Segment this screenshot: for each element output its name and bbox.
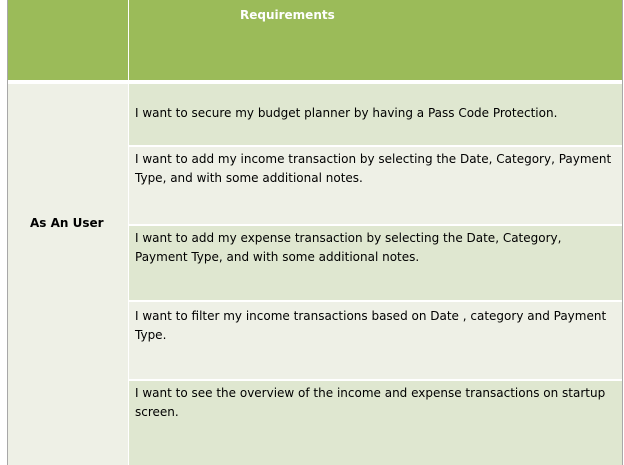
header-requirements-cell <box>129 0 622 80</box>
requirement-text-5: I want to see the overview of the income and expense transactions on startup screen. <box>135 386 606 419</box>
requirement-row-2 <box>129 147 622 224</box>
role-cell <box>8 84 128 465</box>
header-empty-cell <box>8 0 128 80</box>
role-label: As An User <box>30 216 104 230</box>
requirement-text-4: I want to filter my income transactions based on Date , category and Payment Type. <box>135 309 607 342</box>
table-right-border <box>622 0 623 465</box>
requirement-row-1 <box>129 84 622 145</box>
requirement-row-4 <box>129 302 622 379</box>
requirement-text-2: I want to add my income transaction by selecting the Date, Category, Payment Type, and with some additional notes. <box>135 152 612 185</box>
requirement-text-3: I want to add my expense transaction by selecting the Date, Category, Payment Type, and with some additional notes. <box>135 231 562 264</box>
header-title: Requirements <box>240 8 335 22</box>
requirement-text-1: I want to secure my budget planner by having a Pass Code Protection. <box>135 106 558 120</box>
requirement-row-5 <box>129 381 622 465</box>
requirement-row-3 <box>129 226 622 300</box>
